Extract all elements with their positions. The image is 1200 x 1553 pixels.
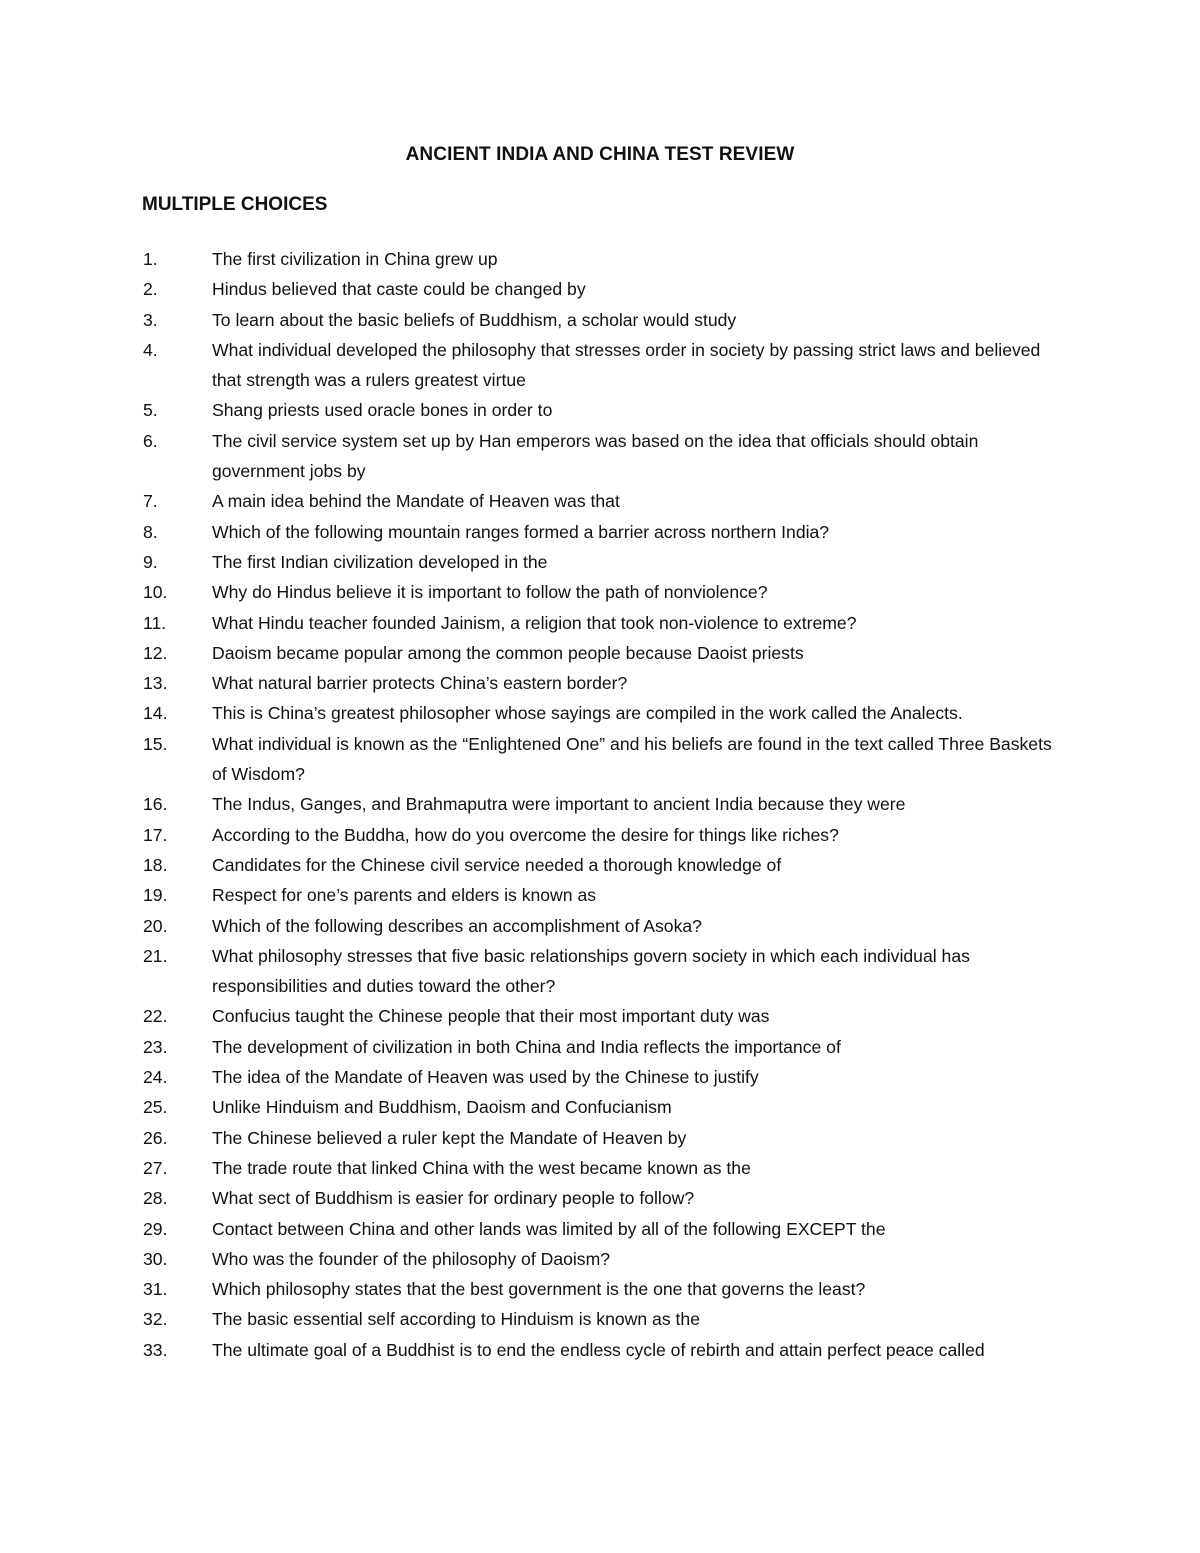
question-number: 21. bbox=[143, 945, 168, 966]
question-item bbox=[0, 1214, 1200, 1244]
question-item bbox=[0, 880, 1200, 910]
question-text: The ultimate goal of a Buddhist is to end the endless cycle of rebirth and attain perfect peace called bbox=[212, 1339, 985, 1360]
question-number: 12. bbox=[143, 642, 168, 663]
question-item bbox=[0, 941, 1200, 1002]
question-item bbox=[0, 1032, 1200, 1062]
question-number: 28. bbox=[143, 1188, 168, 1209]
question-number: 20. bbox=[143, 915, 168, 936]
question-number: 31. bbox=[143, 1279, 168, 1300]
question-number: 27. bbox=[143, 1157, 168, 1178]
question-number: 8. bbox=[143, 521, 158, 542]
question-text: Which of the following mountain ranges formed a barrier across northern India? bbox=[212, 521, 830, 542]
question-number: 23. bbox=[143, 1036, 168, 1057]
question-text: Who was the founder of the philosophy of Daoism? bbox=[212, 1248, 611, 1269]
question-item bbox=[0, 1153, 1200, 1183]
question-item bbox=[0, 789, 1200, 819]
question-number: 11. bbox=[143, 612, 167, 633]
question-text: According to the Buddha, how do you overcome the desire for things like riches? bbox=[212, 824, 839, 845]
question-item bbox=[0, 1183, 1200, 1213]
question-number: 9. bbox=[143, 551, 158, 572]
question-item bbox=[0, 335, 1200, 396]
question-number: 18. bbox=[143, 854, 168, 875]
question-text: Which philosophy states that the best government is the one that governs the least? bbox=[212, 1279, 866, 1300]
question-number: 33. bbox=[143, 1339, 168, 1360]
question-number: 1. bbox=[143, 249, 158, 269]
question-text: Why do Hindus believe it is important to follow the path of nonviolence? bbox=[212, 582, 768, 603]
question-item bbox=[0, 1001, 1200, 1031]
question-text: What individual is known as the “Enlightened One” and his beliefs are found in the text called Three Baskets of Wisdom? bbox=[212, 733, 1052, 785]
question-item bbox=[0, 517, 1200, 547]
question-item bbox=[0, 274, 1200, 304]
question-number: 25. bbox=[143, 1097, 168, 1118]
question-number: 22. bbox=[143, 1006, 168, 1027]
document-title: ANCIENT INDIA AND CHINA TEST REVIEW bbox=[405, 144, 795, 165]
question-item bbox=[0, 395, 1200, 425]
question-item bbox=[0, 638, 1200, 668]
question-item bbox=[0, 911, 1200, 941]
question-number: 29. bbox=[143, 1218, 168, 1239]
question-item bbox=[0, 1304, 1200, 1334]
question-text: Confucius taught the Chinese people that their most important duty was bbox=[212, 1006, 770, 1027]
question-number: 6. bbox=[143, 430, 158, 451]
question-text: Shang priests used oracle bones in order to bbox=[212, 400, 553, 421]
question-text: What natural barrier protects China’s eastern border? bbox=[212, 673, 628, 694]
question-text: The Indus, Ganges, and Brahmaputra were important to ancient India because they were bbox=[212, 794, 906, 815]
section-heading: MULTIPLE CHOICES bbox=[142, 194, 328, 215]
question-text: The trade route that linked China with the west became known as the bbox=[212, 1157, 751, 1178]
question-text: What sect of Buddhism is easier for ordinary people to follow? bbox=[212, 1188, 695, 1209]
question-item bbox=[0, 577, 1200, 607]
question-item bbox=[0, 1244, 1200, 1274]
question-item bbox=[0, 547, 1200, 577]
question-item bbox=[0, 305, 1200, 335]
question-number: 7. bbox=[143, 491, 158, 512]
question-text: The idea of the Mandate of Heaven was used by the Chinese to justify bbox=[212, 1067, 759, 1088]
question-item bbox=[0, 608, 1200, 638]
question-text: What philosophy stresses that five basic relationships govern society in which each individual has responsibilities and duties toward the other? bbox=[212, 945, 970, 997]
question-number: 3. bbox=[143, 309, 158, 330]
question-item bbox=[0, 426, 1200, 487]
question-text: The development of civilization in both China and India reflects the importance of bbox=[212, 1036, 841, 1057]
question-number: 5. bbox=[143, 400, 158, 421]
question-number: 26. bbox=[143, 1127, 168, 1148]
question-number: 4. bbox=[143, 339, 158, 360]
question-text: This is China’s greatest philosopher whose sayings are compiled in the work called the Analects. bbox=[212, 703, 963, 724]
question-text: Hindus believed that caste could be changed by bbox=[212, 279, 586, 300]
question-number: 30. bbox=[143, 1248, 168, 1269]
question-item bbox=[0, 850, 1200, 880]
question-number: 24. bbox=[143, 1067, 168, 1088]
question-text: What individual developed the philosophy that stresses order in society by passing strict laws and believed that strength was a rulers greatest virtue bbox=[212, 339, 1041, 391]
question-text: The civil service system set up by Han emperors was based on the idea that officials should obtain government jobs by bbox=[212, 430, 979, 482]
question-number: 10. bbox=[143, 582, 168, 603]
question-list bbox=[0, 244, 1200, 1365]
question-text: The basic essential self according to Hinduism is known as the bbox=[212, 1309, 700, 1330]
question-number: 17. bbox=[143, 824, 168, 845]
question-item bbox=[0, 1335, 1200, 1365]
question-item bbox=[0, 1123, 1200, 1153]
question-text: Respect for one’s parents and elders is known as bbox=[212, 885, 597, 906]
question-number: 19. bbox=[143, 885, 168, 906]
question-item bbox=[0, 1092, 1200, 1122]
question-text: The first Indian civilization developed in the bbox=[212, 551, 548, 572]
question-number: 2. bbox=[143, 279, 158, 300]
question-text: Unlike Hinduism and Buddhism, Daoism and Confucianism bbox=[212, 1097, 672, 1118]
question-text: Daoism became popular among the common people because Daoist priests bbox=[212, 642, 804, 663]
question-text: Which of the following describes an accomplishment of Asoka? bbox=[212, 915, 702, 936]
question-number: 13. bbox=[143, 673, 168, 694]
question-item bbox=[0, 820, 1200, 850]
question-number: 15. bbox=[143, 733, 168, 754]
question-number: 16. bbox=[143, 794, 168, 815]
question-item bbox=[0, 486, 1200, 516]
question-text: A main idea behind the Mandate of Heaven was that bbox=[212, 491, 620, 512]
question-item bbox=[0, 698, 1200, 728]
question-text: The first civilization in China grew up bbox=[212, 249, 498, 269]
question-text: To learn about the basic beliefs of Buddhism, a scholar would study bbox=[212, 309, 737, 330]
question-text: What Hindu teacher founded Jainism, a religion that took non-violence to extreme? bbox=[212, 612, 857, 633]
question-text: Contact between China and other lands was limited by all of the following EXCEPT the bbox=[212, 1218, 886, 1239]
question-item bbox=[0, 1274, 1200, 1304]
question-item bbox=[0, 729, 1200, 790]
question-number: 32. bbox=[143, 1309, 168, 1330]
question-text: Candidates for the Chinese civil service needed a thorough knowledge of bbox=[212, 854, 782, 875]
question-item bbox=[0, 668, 1200, 698]
question-item bbox=[0, 244, 1200, 274]
question-item bbox=[0, 1062, 1200, 1092]
question-number: 14. bbox=[143, 703, 168, 724]
question-text: The Chinese believed a ruler kept the Mandate of Heaven by bbox=[212, 1127, 687, 1148]
